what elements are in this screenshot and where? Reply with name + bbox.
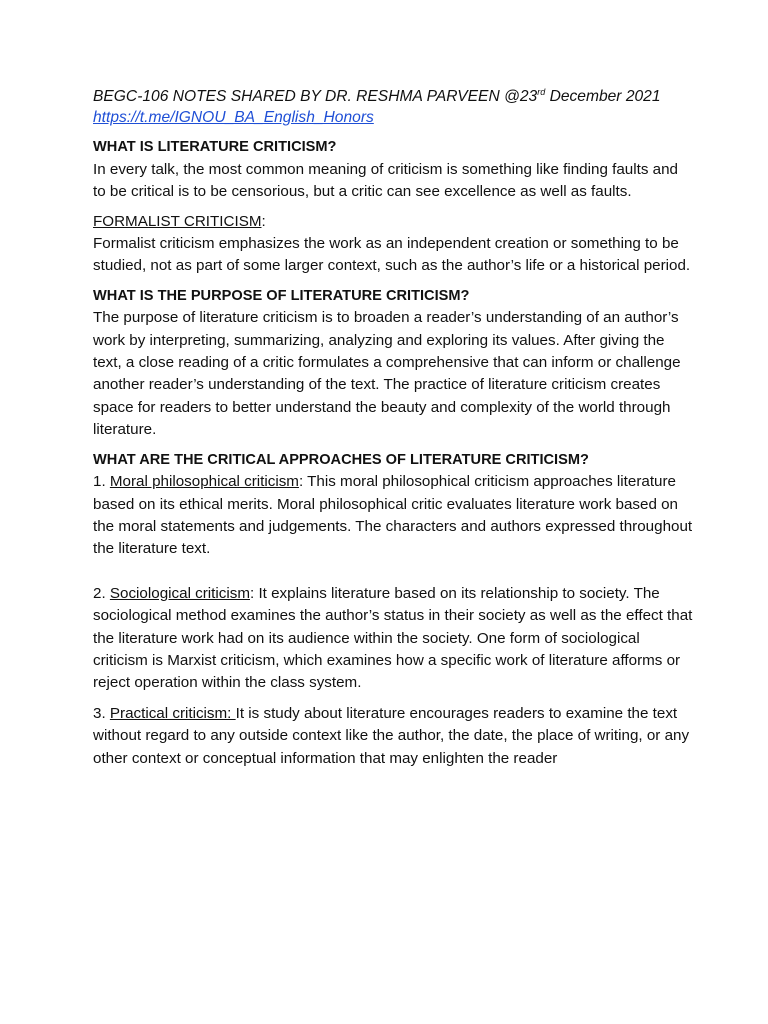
notes-title [93,86,693,107]
approach-item-sociological [93,583,693,695]
section-approaches [93,449,693,770]
heading-approaches: WHAT ARE THE CRITICAL APPROACHES OF LITERATURE CRITICISM? [93,451,589,468]
approach-separator: : [250,584,259,602]
approach-body: It is study about literature encourages readers to examine the text without regard to any outside context like the author, the date, the place of writing, or any other context or conceptual information that may enlighten the reader [93,704,690,767]
paragraph-purpose: The purpose of literature criticism is to broaden a reader’s understanding of an author’s work by interpreting, summarizing, analyzing and exploring its values. After giving the text, a close reading of a critic formulates a comprehensive that can inform or challenge another reader’s understanding of the text. The practice of literature criticism creates space for readers to better understand the beauty and complexity of the world through literature. [93,309,681,439]
paragraph-formalist: Formalist criticism emphasizes the work as an independent creation or something to be studied, not as part of some larger context, such as the author’s life or a historical period. [93,235,691,275]
approach-number: 2. [93,584,110,602]
approach-item-practical [93,703,693,770]
document-page [93,86,693,770]
paragraph-what-is-criticism: In every talk, the most common meaning of criticism is something like finding faults and to be critical is to be censorious, but a critic can see excellence as well as faults. [93,160,678,201]
approach-number: 1. [93,473,110,491]
formalist-label: FORMALIST CRITICISM [93,212,262,230]
section-what-is [93,136,693,203]
notes-title-main: BEGC-106 NOTES SHARED BY DR. RESHMA PARVEEN @23 [93,88,538,105]
heading-purpose: WHAT IS THE PURPOSE OF LITERATURE CRITICISM? [93,287,470,304]
notes-title-date: December 2021 [545,88,661,105]
formalist-label-colon: : [261,212,266,230]
approach-item-moral [93,471,693,561]
spacer [93,561,693,583]
approach-term: Practical criticism: [109,704,236,722]
telegram-link[interactable]: https://t.me/IGNOU_BA_English_Honors [93,109,374,126]
approach-body: It explains literature based on its relationship to society. The sociological method examines the author’s status in their society as well as the effect that the literature work had on its audience within the society. One form of sociological criticism is Marxist criticism, which examines how a specific work of literature afforms or reject operation within the class system. [93,584,693,692]
approach-body: This moral philosophical criticism approaches literature based on its ethical merits. Moral philosophical critic evaluates literature work based on the moral statements and judgements. The characters and authors expressed throughout the literature text. [93,473,693,558]
section-formalist [93,211,693,278]
section-purpose [93,285,693,442]
approach-separator: : [298,473,308,491]
formalist-label-line [93,211,693,233]
approach-number: 3. [93,704,110,722]
approach-term: Moral philosophical criticism [109,473,299,491]
approach-term: Sociological criticism [109,584,250,602]
notes-title-superscript: rd [537,86,546,97]
spacer [93,695,693,703]
heading-what-is-criticism: WHAT IS LITERATURE CRITICISM? [93,139,337,156]
